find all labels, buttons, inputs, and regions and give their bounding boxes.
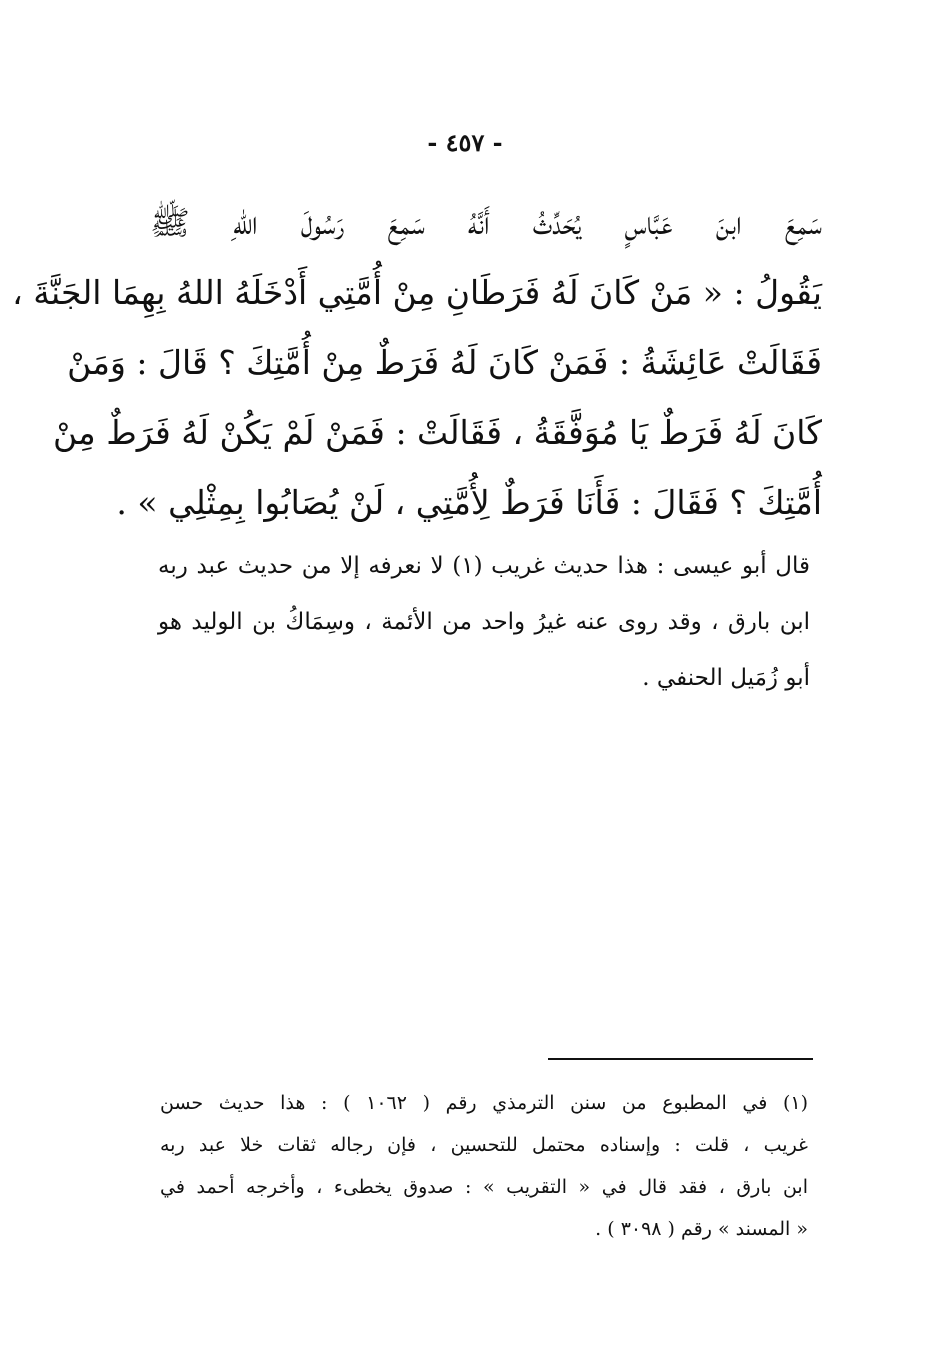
commentary-line: ابن بارق ، وقد روى عنه غيرُ واحد من الأئمة ، وسِمَاكُ بن الوليد هو <box>158 609 810 635</box>
hadith-line: أُمَّتِكَ ؟ فَقَالَ : فَأَنَا فَرَطٌ لِأُمَّتِي ، لَنْ يُصَابُوا بِمِثْلِي » . <box>116 483 822 522</box>
hadith-line: يَقُولُ : « مَنْ كَانَ لَهُ فَرَطَانِ مِنْ أُمَّتِي أَدْخَلَهُ اللهُ بِهِمَا الجَنَّةَ ، <box>12 273 822 312</box>
hadith-line: كَانَ لَهُ فَرَطٌ يَا مُوَفَّقَةُ ، فَقَالَتْ : فَمَنْ لَمْ يَكُنْ لَهُ فَرَطٌ مِنْ <box>52 413 822 452</box>
hadith-line: فَقَالَتْ عَائِشَةُ : فَمَنْ كَانَ لَهُ فَرَطٌ مِنْ أُمَّتِكَ ؟ قَالَ : وَمَنْ <box>67 343 822 382</box>
commentary-paragraph <box>158 538 810 706</box>
footnote-line: (١) في المطبوع من سنن الترمذي رقم ( ١٠٦٢ ) : هذا حديث حسن <box>160 1092 808 1114</box>
footnote-line: غريب ، قلت : وإسناده محتمل للتحسين ، فإن رجاله ثقات خلا عبد ربه <box>160 1134 808 1156</box>
hadith-line: سَمِعَ ابنَ عَبَّاسٍ يُحَدِّثُ أَنَّهُ سَمِعَ رَسُولَ اللهِ ﷺ <box>150 203 822 242</box>
commentary-line: قال أبو عيسى : هذا حديث غريب (١) لا نعرفه إلا من حديث عبد ربه <box>158 553 810 579</box>
page-number: - ٤٥٧ - <box>427 128 503 157</box>
footnote-line: ابن بارق ، فقد قال في « التقريب » : صدوق يخطىء ، وأخرجه أحمد في <box>160 1176 808 1198</box>
commentary-line: أبو زُمَيل الحنفي . <box>642 665 810 691</box>
footnote-divider <box>548 1058 813 1060</box>
hadith-text <box>12 188 822 538</box>
footnote <box>160 1082 808 1250</box>
footnote-line: « المسند » رقم ( ٣٠٩٨ ) . <box>595 1218 808 1240</box>
